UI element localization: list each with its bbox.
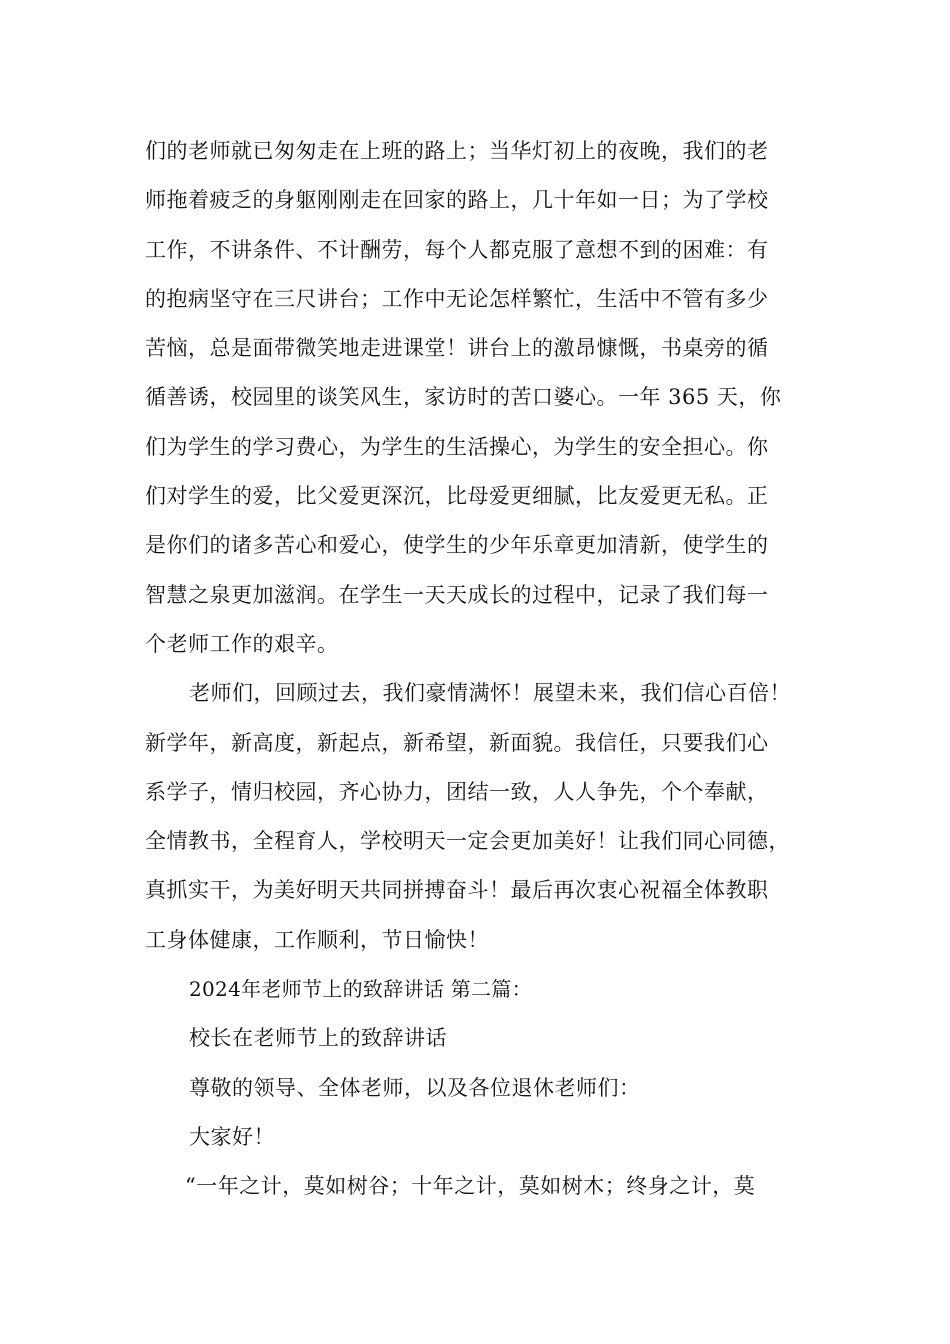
text-line: 个老师工作的艰辛。 [145, 631, 339, 656]
text-line: 循善诱，校园里的谈笑风生，家访时的苦口婆心。一年 365 天，你 [145, 385, 782, 410]
paragraph-2 [145, 669, 817, 965]
text-line: 系学子，情归校园，齐心协力，团结一致，人人争先，个个奉献， [145, 779, 769, 804]
greeting: 大家好！ [189, 1124, 275, 1149]
text-line: 老师们，回顾过去，我们豪情满怀！展望未来，我们信心百倍！ [189, 681, 791, 706]
paragraph-1 [145, 127, 817, 669]
text-line: 们为学生的学习费心，为学生的生活操心，为学生的安全担心。你 [145, 434, 769, 459]
text-line: 智慧之泉更加滋润。在学生一天天成长的过程中，记录了我们每一 [145, 582, 769, 607]
speech-title: 校长在老师节上的致辞讲话 [189, 1026, 447, 1051]
text-line: 的抱病坚守在三尺讲台；工作中无论怎样繁忙，生活中不管有多少 [145, 286, 769, 311]
document-body [145, 127, 817, 1212]
text-line: 工作，不讲条件、不计酬劳，每个人都克服了意想不到的困难：有 [145, 237, 769, 262]
text-line: 是你们的诸多苦心和爱心，使学生的少年乐章更加清新，使学生的 [145, 533, 769, 558]
text-line: 全情教书，全程育人，学校明天一定会更加美好！让我们同心同德， [145, 829, 790, 854]
text-line: 师拖着疲乏的身躯刚刚走在回家的路上，几十年如一日；为了学校 [145, 188, 769, 213]
text-line: 新学年，新高度，新起点，新希望，新面貌。我信任，只要我们心 [145, 730, 769, 755]
section-heading: 2024年老师节上的致辞讲话 第二篇： [189, 977, 532, 1002]
text-line: 工身体健康，工作顺利，节日愉快！ [145, 927, 489, 952]
text-line: 们对学生的爱，比父爱更深沉，比母爱更细腻，比友爱更无私。正 [145, 484, 769, 509]
text-line: 苦恼，总是面带微笑地走进课堂！讲台上的激昂慷慨，书桌旁的循 [145, 336, 769, 361]
text-line: 们的老师就已匆匆走在上班的路上；当华灯初上的夜晚，我们的老 [145, 139, 769, 163]
salutation: 尊敬的领导、全体老师，以及各位退休老师们： [189, 1075, 641, 1100]
text-line: 真抓实干，为美好明天共同拼搏奋斗！最后再次衷心祝福全体教职 [145, 878, 769, 903]
quote-line: “一年之计，莫如树谷；十年之计，莫如树木；终身之计，莫 [185, 1174, 756, 1199]
